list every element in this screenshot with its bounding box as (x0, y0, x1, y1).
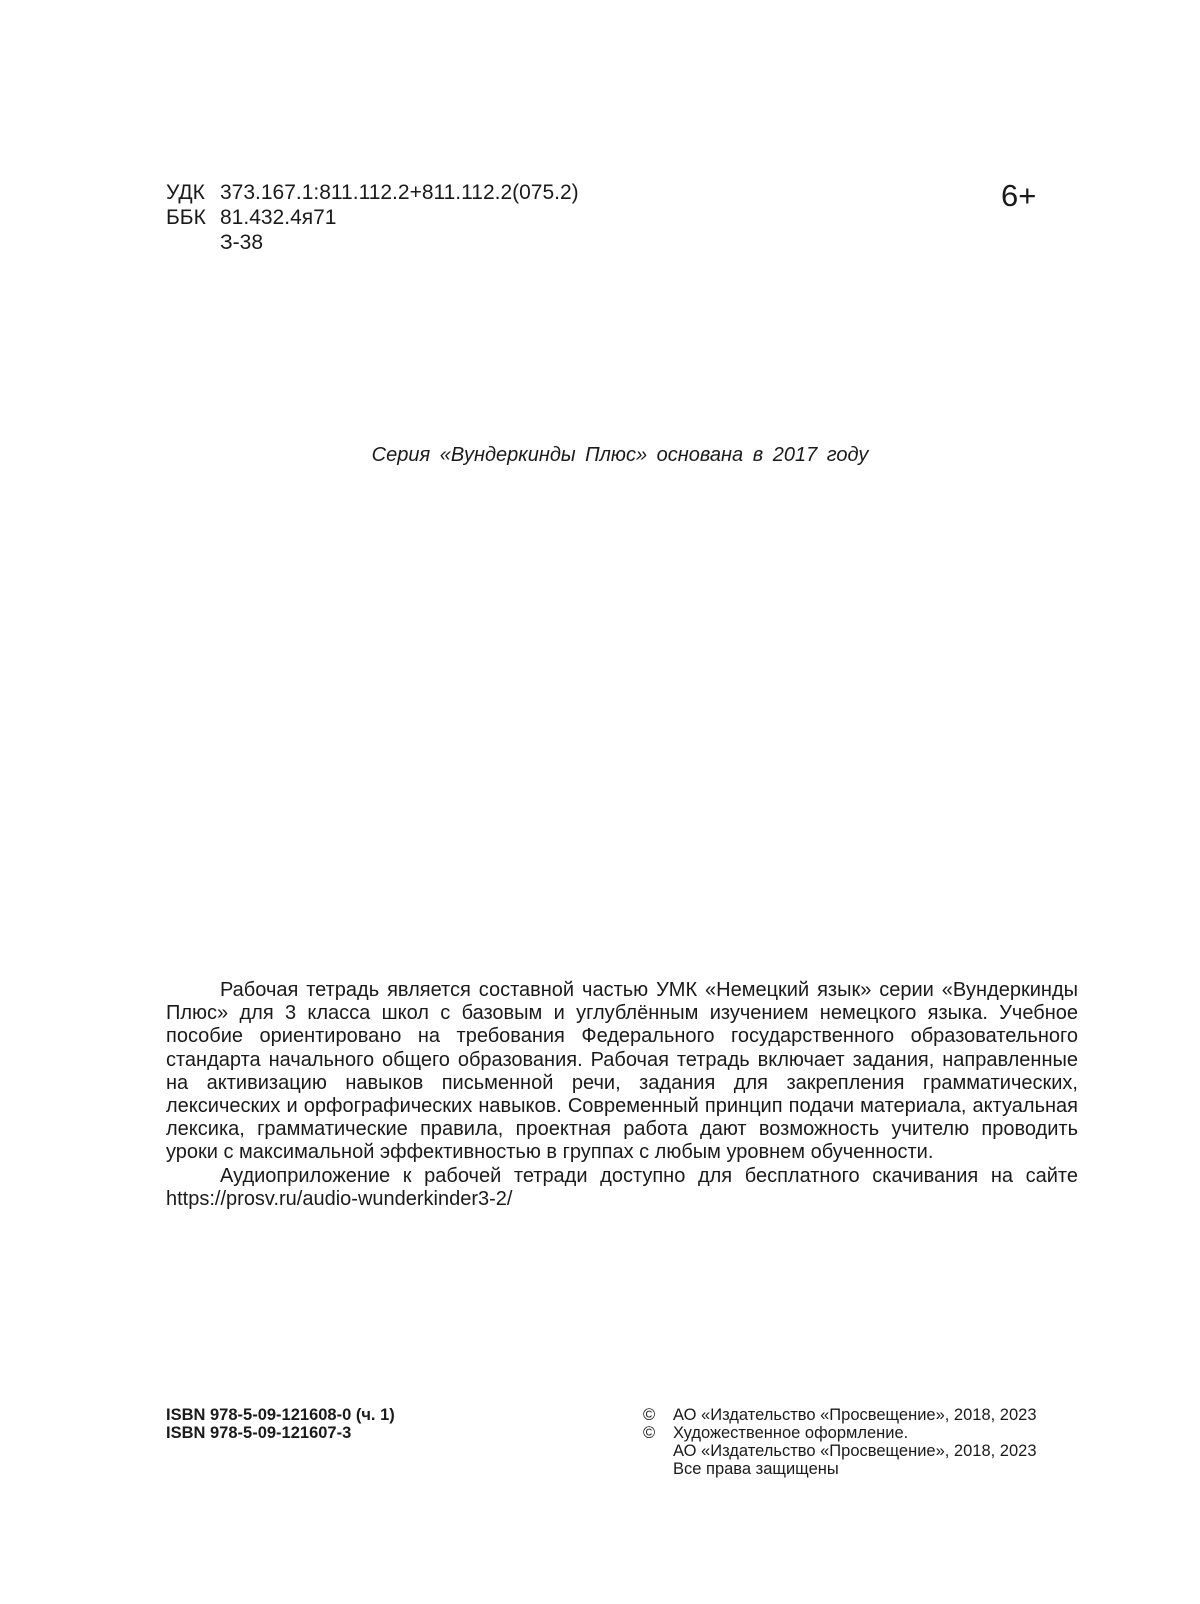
annotation-paragraph: Рабочая тетрадь является составной частью УМК «Немецкий язык» серии «Вундеркинды Плюс» для 3 класса школ с базовым и углублённым изучением немецкого языка. Учебное пособие ориентировано на требования Федерального государственного образовательного стандарта начального общего образования. Рабочая тетрадь включает задания, направленные на активизацию навыков письменной речи, задания для закрепления грамматических, лексических и орфографических навыков. Современный принцип подачи материала, актуальная лексика, грамматические правила, проектная работа дают возможность учителю проводить уроки с максимальной эффективностью в группах с любым уровнем обученности. (166, 979, 1078, 1164)
isbn-set: ISBN 978-5-09-121607-3 (166, 1424, 352, 1442)
author-mark-row (166, 230, 579, 255)
isbn-part-1: ISBN 978-5-09-121608-0 (ч. 1) (166, 1406, 395, 1424)
annotation (166, 979, 1078, 1211)
udk-row (166, 180, 579, 205)
series-note (0, 444, 1200, 467)
udk-label: УДК (166, 181, 205, 204)
copyright-symbol: © (643, 1406, 656, 1424)
udk-value: 373.167.1:811.112.2+811.112.2(075.2) (220, 181, 579, 204)
classification-codes (166, 180, 579, 255)
age-rating: 6+ (1001, 178, 1037, 213)
copyright-rights: Все права защищены (673, 1460, 839, 1478)
isbn-block (166, 1406, 395, 1442)
author-mark: З-38 (220, 231, 264, 254)
bbk-row (166, 205, 579, 230)
annotation-paragraph-audio: Аудиоприложение к рабочей тетради доступно для бесплатного скачивания на сайте https://prosv.ru/audio-wunderkinder3-2/ (166, 1164, 1078, 1210)
bbk-value: 81.432.4я71 (220, 206, 337, 229)
copyright-block (643, 1406, 1078, 1478)
copyright-symbol: © (643, 1424, 656, 1442)
copyright-line-design-publisher: АО «Издательство «Просвещение», 2018, 2023 (673, 1442, 1037, 1460)
copyright-line-design: © Художественное оформление. (643, 1424, 909, 1442)
bbk-label: ББК (166, 206, 206, 229)
series-note-text: Серия «Вундеркинды Плюс» основана в 2017 году (371, 444, 869, 466)
copyright-line-publisher: © АО «Издательство «Просвещение», 2018, 2023 (643, 1406, 1037, 1424)
